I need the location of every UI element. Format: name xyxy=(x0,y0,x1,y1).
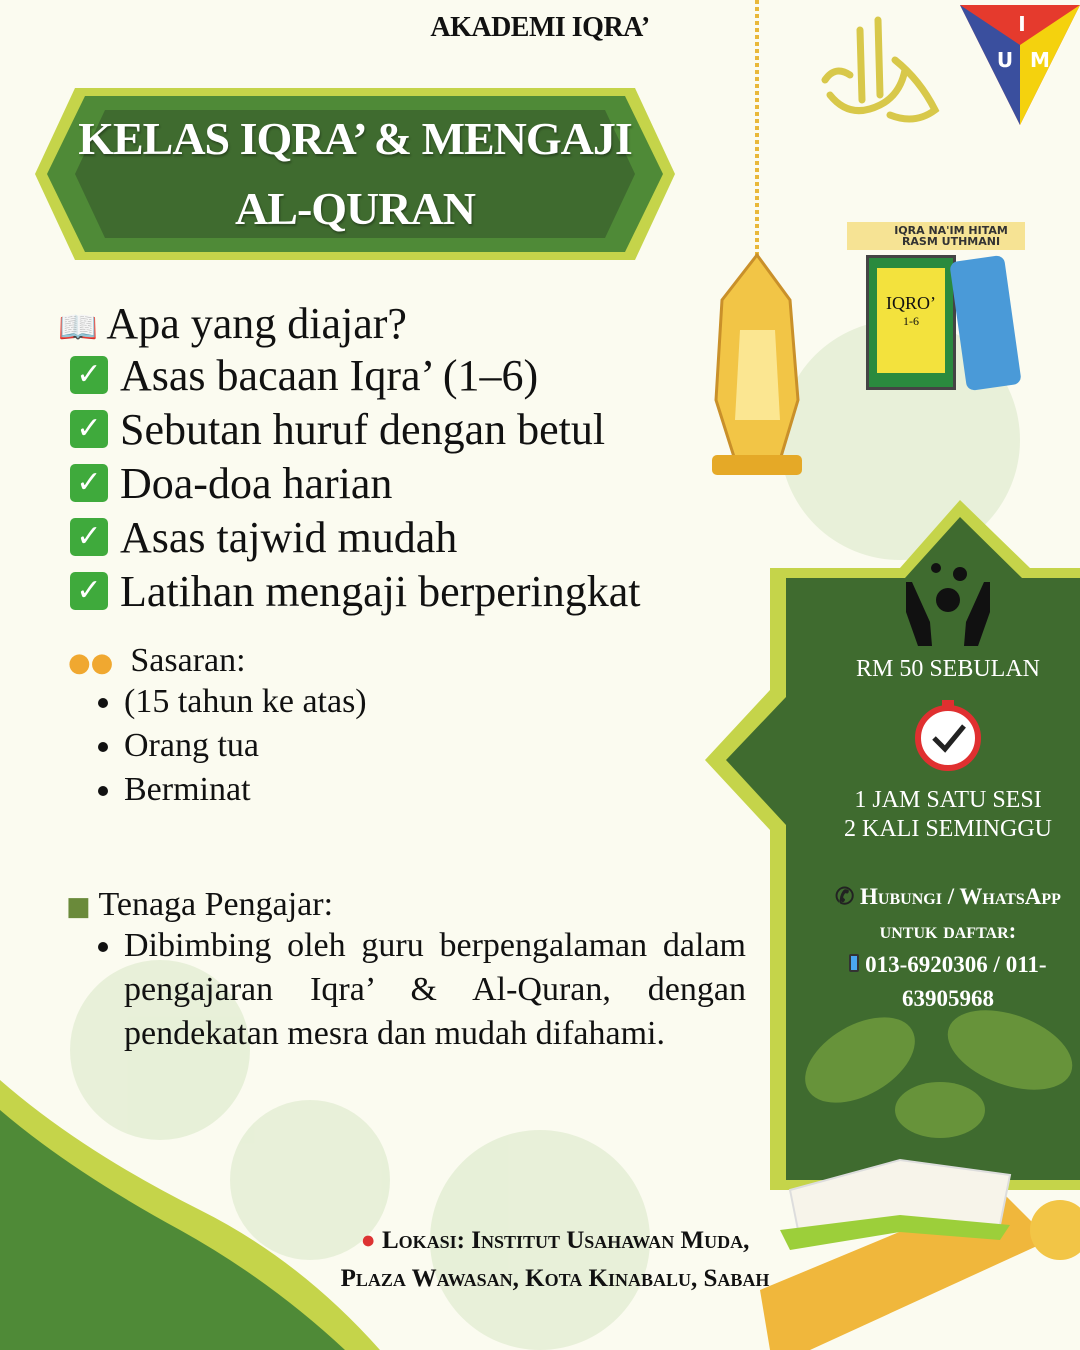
contact-info: ✆ Hubungi / WhatsApp untuk daftar: 013-6920306 / 011- 63905968 xyxy=(835,884,1061,1011)
teacher-icon: ■ xyxy=(66,892,91,922)
checkbox-icon: ✓ xyxy=(70,410,108,448)
mobile-phone-icon xyxy=(849,954,859,972)
phone-icon: ✆ xyxy=(835,884,855,909)
title-line-1: KELAS IQRA’ & MENGAJI xyxy=(78,113,632,164)
checkbox-icon: ✓ xyxy=(70,572,108,610)
iqro-book-cover: IQRO’ 1-6 xyxy=(866,255,956,390)
syllabus-item: ✓ Asas bacaan Iqra’ (1–6) xyxy=(70,349,640,403)
checkbox-icon: ✓ xyxy=(70,518,108,556)
target-item: • Orang tua xyxy=(124,724,367,768)
book-card-label: IQRA NA'IM HITAM RASM UTHMANI xyxy=(847,222,1025,250)
stopwatch-icon xyxy=(912,700,984,772)
page-title xyxy=(40,88,670,260)
checkbox-icon: ✓ xyxy=(70,464,108,502)
target-item: • Berminat xyxy=(124,768,367,812)
svg-text:I: I xyxy=(1018,12,1026,36)
location-pin-icon: ● xyxy=(360,1227,376,1254)
brand-name: AKADEMI IQRA’ xyxy=(430,12,650,43)
session-info: 1 JAM SATU SESI 2 KALI SEMINGGU xyxy=(844,787,1052,842)
ium-logo xyxy=(960,5,1080,130)
teacher-description: • Dibimbing oleh guru berpengalaman dalam pengajaran Iqra’ & Al-Quran, dengan pendekatan mesra dan mudah difahami. xyxy=(124,924,746,1056)
syllabus-item: ✓ Latihan mengaji berperingkat xyxy=(70,565,640,619)
syllabus-item: ✓ Asas tajwid mudah xyxy=(70,511,640,565)
checkbox-icon: ✓ xyxy=(70,356,108,394)
fee-text: RM 50 SEBULAN xyxy=(855,656,1041,682)
syllabus-item: ✓ Sebutan huruf dengan betul xyxy=(70,403,640,457)
target-heading: ●● Sasaran: xyxy=(68,642,246,679)
hands-money-icon xyxy=(902,562,994,646)
target-item: • (15 tahun ke atas) xyxy=(124,680,367,724)
phone-number[interactable]: 013-6920306 / 011- xyxy=(865,952,1047,977)
people-icon: ●● xyxy=(68,648,114,678)
syllabus-item: ✓ Doa-doa harian xyxy=(70,457,640,511)
syllabus-heading: 📖 Apa yang diajar? xyxy=(58,299,407,348)
title-line-2: AL-QURAN xyxy=(235,183,475,234)
svg-text:M: M xyxy=(1030,48,1050,72)
open-book-icon: 📖 xyxy=(58,308,98,346)
location-text: ● Lokasi: Institut Usahawan Muda, Plaza Wawasan, Kota Kinabalu, Sabah xyxy=(340,1227,770,1292)
svg-text:U: U xyxy=(996,48,1014,72)
teacher-heading: ■ Tenaga Pengajar: xyxy=(66,886,334,923)
